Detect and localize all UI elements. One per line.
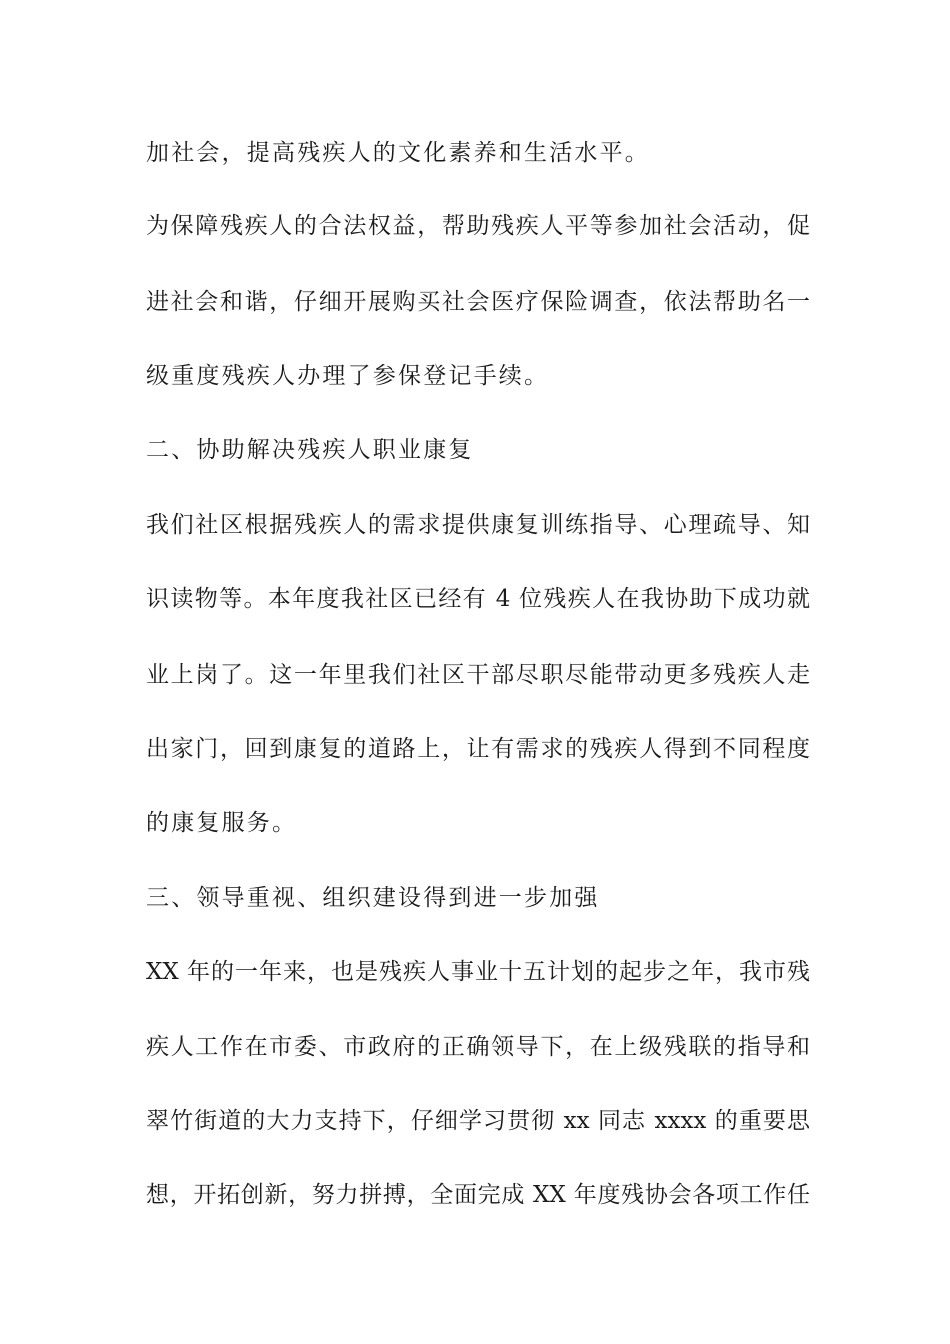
text-line-12: XX 年的一年来，也是残疾人事业十五计划的起步之年，我市残 (146, 959, 810, 985)
section-heading-2: 二、协助解决残疾人职业康复 (146, 437, 474, 463)
text-line-2: 为保障残疾人的合法权益，帮助残疾人平等参加社会活动，促 (146, 213, 810, 239)
text-line-7: 识读物等。本年度我社区已经有 4 位残疾人在我协助下成功就 (146, 586, 810, 612)
text-line-10: 的康复服务。 (146, 810, 298, 836)
text-line-15: 想，开拓创新，努力拼搏，全面完成 XX 年度残协会各项工作任 (146, 1182, 810, 1208)
text-line-3: 进社会和谐，仔细开展购买社会医疗保险调查，依法帮助名一 (146, 289, 810, 315)
text-line-6: 我们社区根据残疾人的需求提供康复训练指导、心理疏导、知 (146, 512, 810, 538)
text-line-1: 加社会，提高残疾人的文化素养和生活水平。 (146, 140, 650, 166)
section-heading-3: 三、领导重视、组织建设得到进一步加强 (146, 885, 600, 911)
text-line-13: 疾人工作在市委、市政府的正确领导下，在上级残联的指导和 (146, 1034, 810, 1060)
text-line-8: 业上岗了。这一年里我们社区干部尽职尽能带动更多残疾人走 (146, 662, 810, 688)
text-line-14: 翠竹街道的大力支持下，仔细学习贯彻 xx 同志 xxxx 的重要思 (146, 1108, 810, 1134)
text-line-9: 出家门，回到康复的道路上，让有需求的残疾人得到不同程度 (146, 736, 810, 762)
text-line-4: 级重度残疾人办理了参保登记手续。 (146, 363, 550, 389)
